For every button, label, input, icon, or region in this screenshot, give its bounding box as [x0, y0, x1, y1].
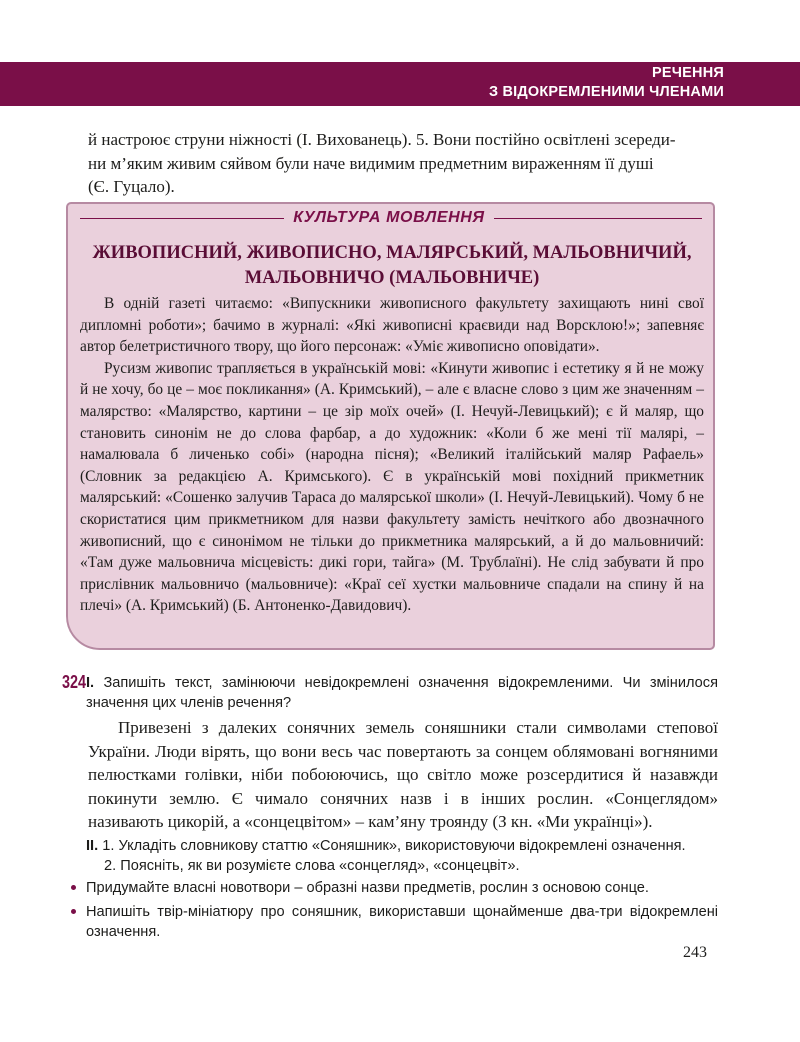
exercise-text — [88, 716, 718, 834]
task-part1-text: Запишіть текст, замінюючи невідокремлені означення відокремленими. Чи змінилося значення цих членів речення? — [86, 675, 718, 711]
chapter-title-line2: З ВІДОКРЕМЛЕНИМИ ЧЛЕНАМИ — [488, 84, 724, 100]
intro-line3: (Є. Гуцало). — [88, 177, 175, 196]
culture-paragraph: Русизм живопис трапляється в українській мові: «Кинути живопис і естетику я й не можу й не хочу, бо це – моє покликання» (А. Кримський), – але є власне слово з цим же значенням – малярство: «Малярство, картини – це зір моїх очей» (І. Нечуй-Левицький); є й маляр, що становить синонім не до слова фарбар, а до художник: «Коли б же мені тії малярі, – намалювала б личенько собі» (народна пісня); «Великий італійський маляр Рафаель» (Словник за редакцією А. Кримського). Є в українській мові похідний прикметник малярський: «Сошенко залучив Тараса до малярської школи» (І. Нечуй-Левицький). Чому б не скористатися цим прикметником для назви факультету замість нечіткого або двозначного живописний, що є синонімом не тільки до прикметника малярський, а й до мальовничий: «Там дуже мальовнича місцевість: дикі гори, тайга» (М. Трублаїні). Не слід забувати й про прислівник мальовничо (мальовниче): «Краї сеї хустки мальовниче спадали на спину й на плечі» (А. Кримський) (Б. Антоненко-Давидович). — [80, 359, 704, 615]
task-part2-marker: ІІ. — [86, 838, 99, 854]
culture-rule-right — [494, 218, 702, 219]
bullet-item: Напишіть твір-мініатюру про соняшник, використавши щонайменше два-три відокремлені означення. — [86, 904, 718, 940]
intro-text — [88, 128, 718, 199]
culture-heading — [82, 241, 702, 291]
culture-rule-left — [80, 218, 284, 219]
intro-line2: ни м’яким живим сяйвом були наче видимим предметним вираженням її душі — [88, 153, 654, 173]
task-part2 — [86, 836, 718, 876]
task-number: 324 — [62, 672, 87, 692]
intro-line1: й настроює струни ніжності (І. Вихованець). 5. Вони постійно освітлені зсереди- — [88, 130, 676, 149]
chapter-title — [489, 64, 724, 102]
culture-paragraph: В одній газеті читаємо: «Випускники живописного факультету захищають нині свої дипломні роботи»; бачимо в журналі: «Які живописні краєвиди над Ворсклою!»; запевняє автор белетристичного твору, що його персонаж: «Уміє живописно оповідати». — [80, 295, 704, 356]
page-number: 243 — [683, 944, 707, 961]
culture-heading-line1: ЖИВОПИСНИЙ, ЖИВОПИСНО, МАЛЯРСЬКИЙ, МАЛЬОВНИЧИЙ, — [92, 243, 692, 263]
task-part2-item1: 1. Укладіть словникову статтю «Соняшник», використовуючи відокремлені означення. — [102, 838, 686, 854]
bullet-item: Придумайте власні новотвори – образні назви предметів, рослин з основою сонце. — [86, 878, 718, 898]
chapter-title-line1: РЕЧЕННЯ — [652, 65, 724, 81]
task-part1 — [86, 673, 718, 713]
task-part1-marker: І. — [86, 675, 95, 691]
culture-label: КУЛЬТУРА МОВЛЕННЯ — [293, 209, 485, 226]
exercise-paragraph: Привезені з далеких сонячних земель соняшники стали символами степової України. Люди вірять, що вони весь час повертають за сонцем облямовані вогняними пелюстками голівки, ніби побоюючись, що світло може розсердитися й назавжди покинути землю. Є чимало сонячних назв і в інших рослин. «Сонцеглядом» називають цикорій, а «сонцецвітом» – кам’яну троянду (З кн. «Ми українці»). — [88, 718, 718, 831]
task-part2-item2: 2. Поясніть, як ви розумієте слова «сонцегляд», «сонцецвіт». — [104, 858, 520, 874]
culture-heading-line2: МАЛЬОВНИЧО (МАЛЬОВНИЧЕ) — [244, 268, 540, 288]
culture-body — [80, 293, 704, 617]
